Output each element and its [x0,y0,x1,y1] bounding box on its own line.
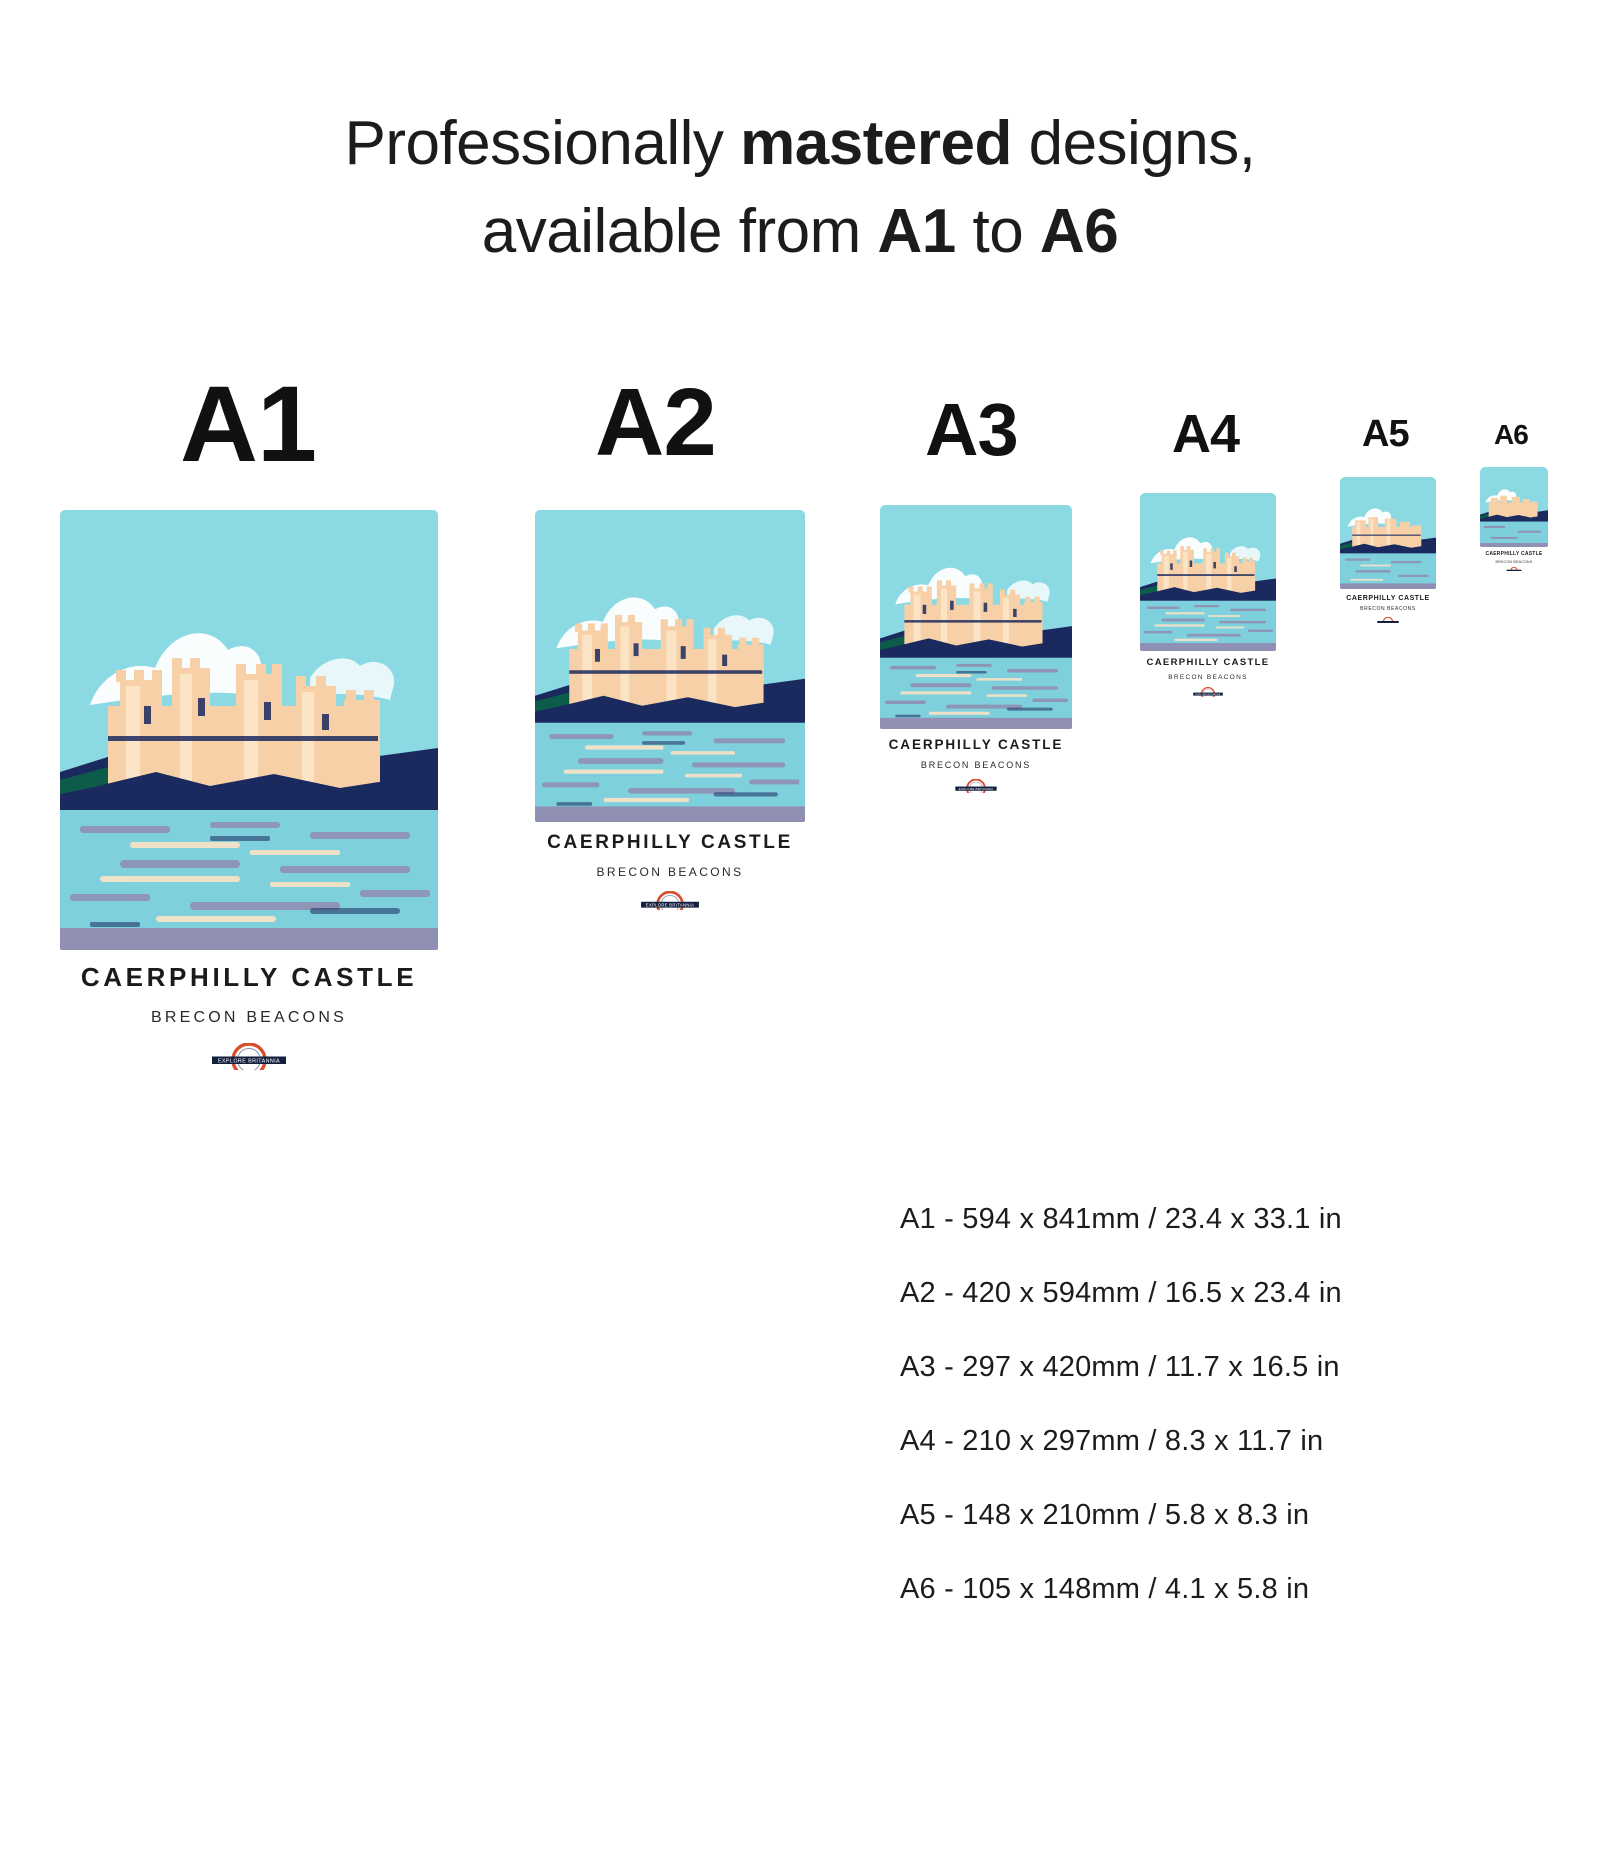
poster-subtitle-a6: BRECON BEACONS [1495,560,1533,564]
size-column-a3[interactable] [880,388,1090,945]
headline-line-1-post: designs, [1011,109,1256,178]
size-column-a4[interactable] [1140,404,1290,845]
poster-a4[interactable] [1140,493,1276,697]
poster-title-a6: CAERPHILLY CASTLE [1485,551,1543,557]
size-column-a5[interactable] [1340,413,1450,765]
poster-title-a3: CAERPHILLY CASTLE [888,737,1064,752]
size-label-a2: A2 [595,369,716,476]
poster-subtitle-a2: BRECON BEACONS [596,865,744,879]
dimension-row-a4: A4 - 210 x 297mm / 8.3 x 11.7 in [900,1425,1324,1457]
poster-artwork-a6 [1480,467,1548,547]
dimension-row-a5: A5 - 148 x 210mm / 5.8 x 8.3 in [900,1499,1310,1531]
size-label-a1: A1 [180,363,317,484]
poster-caption-a6 [1480,551,1548,571]
poster-caption-a1 [60,962,438,1070]
headline-line-1-bold: mastered [740,109,1012,178]
dimension-row-a1: A1 - 594 x 841mm / 23.4 x 33.1 in [900,1203,1342,1235]
poster-subtitle-a3: BRECON BEACONS [920,760,1032,770]
headline-line-2-bold-a1: A1 [877,197,956,267]
headline-line-1-pre: Professionally [344,109,741,178]
poster-artwork-a1 [60,510,438,950]
headline-line-1 [0,100,1600,188]
headline-line-2-pre: available from [481,197,878,267]
size-label-a5: A5 [1362,413,1409,455]
headline-line-2 [0,188,1600,276]
poster-title-a1: CAERPHILLY CASTLE [80,962,418,992]
poster-badge-a6 [1503,567,1525,571]
svg-text:EXPLORE BRITANNIA: EXPLORE BRITANNIA [1195,694,1221,697]
poster-subtitle-a4: BRECON BEACONS [1168,674,1248,681]
size-column-a6[interactable] [1480,419,1562,705]
poster-artwork-a4 [1140,493,1276,651]
size-column-a1[interactable] [60,363,450,1190]
dimension-row-a2: A2 - 420 x 594mm / 16.5 x 23.4 in [900,1277,1342,1309]
poster-badge-a3 [945,779,1007,793]
dimension-row-a6: A6 - 105 x 148mm / 4.1 x 5.8 in [900,1573,1310,1605]
size-label-a3: A3 [925,388,1018,471]
poster-badge-a4 [1186,687,1230,697]
poster-a5[interactable] [1340,477,1436,623]
poster-caption-a3 [880,737,1072,793]
poster-title-a4: CAERPHILLY CASTLE [1146,657,1270,668]
size-label-a6: A6 [1494,419,1528,450]
poster-artwork-a5 [1340,477,1436,589]
poster-title-a5: CAERPHILLY CASTLE [1346,595,1430,602]
poster-badge-a5 [1372,617,1404,623]
svg-text:EXPLORE BRITANNIA: EXPLORE BRITANNIA [217,1058,281,1065]
headline-line-2-mid: to [955,197,1040,267]
poster-caption-a2 [535,832,805,910]
size-column-a2[interactable] [535,369,825,1080]
svg-text:EXPLORE BRITANNIA: EXPLORE BRITANNIA [645,902,695,908]
poster-subtitle-a1: BRECON BEACONS [151,1009,347,1026]
poster-artwork-a2 [535,510,805,822]
dimensions-list [900,1205,1540,1649]
size-label-a4: A4 [1172,404,1240,464]
dimension-row-a3: A3 - 297 x 420mm / 11.7 x 16.5 in [900,1351,1340,1383]
poster-caption-a4 [1140,657,1276,697]
poster-badge-a1 [194,1043,304,1070]
poster-a3[interactable] [880,505,1072,793]
size-comparison-row [0,363,1600,1070]
poster-subtitle-a5: BRECON BEACONS [1360,606,1416,612]
poster-a2[interactable] [535,510,805,910]
svg-text:EXPLORE BRITANNIA: EXPLORE BRITANNIA [958,786,994,791]
poster-badge-a2 [627,891,713,910]
poster-artwork-a3 [880,505,1072,729]
headline-line-2-bold-a6: A6 [1039,197,1119,267]
page-headline [0,100,1600,276]
poster-title-a2: CAERPHILLY CASTLE [547,832,793,853]
poster-caption-a5 [1340,595,1436,623]
poster-a6[interactable] [1480,467,1548,571]
poster-a1[interactable] [60,510,438,1070]
